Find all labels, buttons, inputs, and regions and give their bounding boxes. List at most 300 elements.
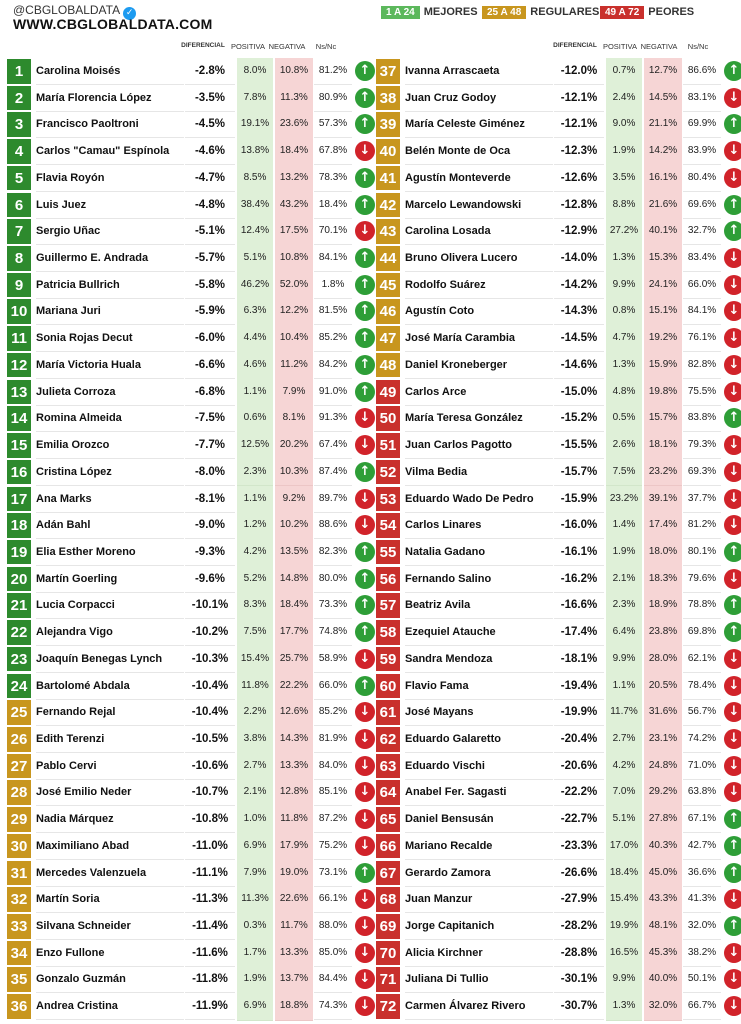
negativa-value: 19.8% [644,379,682,407]
negativa-value: 23.1% [644,726,682,754]
diferencial-value: -12.6% [554,165,604,192]
positiva-value: 27.2% [606,218,642,246]
positiva-value: 8.3% [237,592,273,620]
table-row [376,673,738,700]
arrow-up-icon: ↑ [355,275,375,295]
diferencial-value: -19.4% [554,673,604,700]
candidate-name: Gerardo Zamora [405,860,553,887]
positiva-value: 2.4% [606,85,642,113]
rank-badge: 69 [376,914,400,939]
table-row [376,486,738,513]
rank-badge: 23 [7,647,31,672]
table-row [376,619,738,646]
positiva-value: 19.1% [237,111,273,139]
diferencial-value: -14.3% [554,298,604,325]
nsnc-value: 32.0% [683,913,721,940]
nsnc-value: 83.1% [683,85,721,112]
arrow-down-icon: ↓ [355,408,375,428]
arrow-up-icon: ↑ [355,542,375,562]
negativa-value: 21.6% [644,192,682,220]
table-row [7,726,369,753]
table-row [7,566,369,593]
legend-mejores-label: MEJORES [423,6,478,18]
nsnc-value: 69.6% [683,192,721,219]
positiva-value: 8.0% [237,58,273,86]
diferencial-value: -28.2% [554,913,604,940]
arrow-up-icon: ↑ [724,863,741,883]
candidate-name: María Teresa González [405,405,553,432]
arrow-up-icon: ↑ [355,622,375,642]
candidate-name: Lucia Corpacci [36,592,184,619]
candidate-name: Mariano Recalde [405,833,553,860]
rank-badge: 56 [376,567,400,592]
rank-badge: 29 [7,807,31,832]
positiva-value: 0.7% [606,58,642,86]
arrow-down-icon: ↓ [724,756,741,776]
positiva-value: 1.9% [237,966,273,994]
positiva-value: 1.9% [606,138,642,166]
table-row [7,218,369,245]
nsnc-value: 84.2% [314,352,352,379]
negativa-value: 18.0% [644,539,682,567]
positiva-value: 3.5% [606,165,642,193]
legend-peores-range: 49 A 72 [600,6,644,19]
legend-regulares-label: REGULARES [530,6,600,18]
nsnc-value: 88.0% [314,913,352,940]
nsnc-value: 84.0% [314,753,352,780]
table-row [7,486,369,513]
table-row [7,913,369,940]
table-row [376,833,738,860]
negativa-value: 18.8% [275,993,313,1021]
positiva-value: 46.2% [237,272,273,300]
diferencial-value: -10.4% [185,673,235,700]
positiva-value: 2.1% [606,566,642,594]
arrow-down-icon: ↓ [724,168,741,188]
diferencial-value: -11.9% [185,993,235,1020]
arrow-up-icon: ↑ [724,195,741,215]
rank-badge: 16 [7,460,31,485]
diferencial-value: -11.0% [185,833,235,860]
arrow-down-icon: ↓ [355,729,375,749]
diferencial-value: -6.6% [185,352,235,379]
table-row [7,165,369,192]
negativa-value: 20.5% [644,673,682,701]
positiva-value: 3.8% [237,726,273,754]
rank-badge: 61 [376,700,400,725]
table-row [7,806,369,833]
website-url[interactable]: WWW.CBGLOBALDATA.COM [13,16,213,32]
col-header-negativa: NEGATIVA [268,42,306,51]
nsnc-value: 66.0% [683,272,721,299]
positiva-value: 6.9% [237,993,273,1021]
nsnc-value: 74.3% [314,993,352,1020]
diferencial-value: -7.5% [185,405,235,432]
diferencial-value: -6.0% [185,325,235,352]
positiva-value: 6.3% [237,298,273,326]
table-row [376,779,738,806]
candidate-name: Agustín Coto [405,298,553,325]
table-row [7,673,369,700]
rank-badge: 37 [376,59,400,84]
table-row [376,459,738,486]
arrow-down-icon: ↓ [724,275,741,295]
arrow-up-icon: ↑ [355,195,375,215]
arrow-up-icon: ↑ [355,301,375,321]
twitter-handle[interactable]: @CBGLOBALDATA ✓ [13,3,136,20]
arrow-down-icon: ↓ [724,729,741,749]
positiva-value: 2.7% [237,753,273,781]
rank-badge: 19 [7,540,31,565]
nsnc-value: 81.5% [314,298,352,325]
diferencial-value: -8.0% [185,459,235,486]
negativa-value: 18.9% [644,592,682,620]
nsnc-value: 36.6% [683,860,721,887]
candidate-name: Carolina Losada [405,218,553,245]
diferencial-value: -4.6% [185,138,235,165]
negativa-value: 29.2% [644,779,682,807]
rank-badge: 51 [376,433,400,458]
rank-badge: 32 [7,887,31,912]
rank-badge: 1 [7,59,31,84]
negativa-value: 9.2% [275,486,313,514]
rank-badge: 5 [7,166,31,191]
rank-badge: 30 [7,834,31,859]
arrow-up-icon: ↑ [724,916,741,936]
arrow-up-icon: ↑ [724,114,741,134]
negativa-value: 15.1% [644,298,682,326]
positiva-value: 4.4% [237,325,273,353]
rank-badge: 64 [376,780,400,805]
nsnc-value: 82.3% [314,539,352,566]
rank-badge: 49 [376,380,400,405]
negativa-value: 27.8% [644,806,682,834]
arrow-up-icon: ↑ [355,88,375,108]
positiva-value: 5.2% [237,566,273,594]
negativa-value: 13.7% [275,966,313,994]
rank-badge: 57 [376,593,400,618]
rank-badge: 15 [7,433,31,458]
table-row [376,753,738,780]
candidate-name: Sergio Uñac [36,218,184,245]
rank-badge: 10 [7,299,31,324]
nsnc-value: 84.4% [314,966,352,993]
nsnc-value: 42.7% [683,833,721,860]
negativa-value: 15.7% [644,405,682,433]
nsnc-value: 78.3% [314,165,352,192]
candidate-name: Pablo Cervi [36,753,184,780]
diferencial-value: -22.2% [554,779,604,806]
negativa-value: 10.8% [275,245,313,273]
candidate-name: Andrea Cristina [36,993,184,1020]
negativa-value: 12.6% [275,699,313,727]
table-row [7,85,369,112]
rank-badge: 52 [376,460,400,485]
table-row [376,352,738,379]
rank-badge: 60 [376,674,400,699]
positiva-value: 0.3% [237,913,273,941]
negativa-value: 19.0% [275,860,313,888]
candidate-name: María Victoria Huala [36,352,184,379]
diferencial-value: -9.6% [185,566,235,593]
candidate-name: Martín Soria [36,886,184,913]
col-header-negativa-right: NEGATIVA [640,42,678,51]
table-row [376,726,738,753]
table-row [376,379,738,406]
candidate-name: Mariana Juri [36,298,184,325]
candidate-name: Elia Esther Moreno [36,539,184,566]
diferencial-value: -18.1% [554,646,604,673]
arrow-up-icon: ↑ [355,248,375,268]
diferencial-value: -11.1% [185,860,235,887]
positiva-value: 1.1% [606,673,642,701]
legend-mejores [381,4,478,20]
candidate-name: Rodolfo Suárez [405,272,553,299]
candidate-name: Ezequiel Atauche [405,619,553,646]
candidate-name: Bruno Olivera Lucero [405,245,553,272]
arrow-down-icon: ↓ [724,569,741,589]
negativa-value: 11.2% [275,352,313,380]
arrow-down-icon: ↓ [355,809,375,829]
negativa-value: 40.1% [644,218,682,246]
diferencial-value: -5.9% [185,298,235,325]
negativa-value: 25.7% [275,646,313,674]
negativa-value: 7.9% [275,379,313,407]
nsnc-value: 66.0% [314,673,352,700]
arrow-down-icon: ↓ [724,943,741,963]
positiva-value: 1.7% [237,940,273,968]
arrow-down-icon: ↓ [724,889,741,909]
table-row [376,512,738,539]
arrow-down-icon: ↓ [724,782,741,802]
diferencial-value: -15.0% [554,379,604,406]
positiva-value: 1.3% [606,993,642,1021]
rank-badge: 33 [7,914,31,939]
rank-badge: 70 [376,941,400,966]
negativa-value: 14.3% [275,726,313,754]
negativa-value: 17.5% [275,218,313,246]
negativa-value: 31.6% [644,699,682,727]
table-row [7,753,369,780]
candidate-name: Bartolomé Abdala [36,673,184,700]
nsnc-value: 58.9% [314,646,352,673]
rank-badge: 20 [7,567,31,592]
arrow-down-icon: ↓ [355,649,375,669]
positiva-value: 16.5% [606,940,642,968]
diferencial-value: -14.2% [554,272,604,299]
candidate-name: Patricia Bullrich [36,272,184,299]
negativa-value: 15.3% [644,245,682,273]
positiva-value: 7.5% [237,619,273,647]
positiva-value: 2.7% [606,726,642,754]
rank-badge: 72 [376,994,400,1019]
candidate-name: Daniel Bensusán [405,806,553,833]
positiva-value: 11.8% [237,673,273,701]
nsnc-value: 38.2% [683,940,721,967]
table-row [376,699,738,726]
rank-badge: 43 [376,219,400,244]
candidate-name: María Celeste Giménez [405,111,553,138]
negativa-value: 20.2% [275,432,313,460]
diferencial-value: -7.7% [185,432,235,459]
nsnc-value: 69.3% [683,459,721,486]
candidate-name: Martín Goerling [36,566,184,593]
negativa-value: 14.8% [275,566,313,594]
negativa-value: 13.5% [275,539,313,567]
candidate-name: Mercedes Valenzuela [36,860,184,887]
arrow-down-icon: ↓ [724,489,741,509]
rank-badge: 4 [7,139,31,164]
negativa-value: 12.2% [275,298,313,326]
candidate-name: Eduardo Galaretto [405,726,553,753]
rank-badge: 12 [7,353,31,378]
nsnc-value: 63.8% [683,779,721,806]
col-header-positiva-right: POSITIVA [602,42,638,51]
diferencial-value: -17.4% [554,619,604,646]
diferencial-value: -16.0% [554,512,604,539]
negativa-value: 32.0% [644,993,682,1021]
positiva-value: 4.2% [237,539,273,567]
table-row [7,325,369,352]
table-row [7,352,369,379]
negativa-value: 12.8% [275,779,313,807]
positiva-value: 1.1% [237,379,273,407]
rank-badge: 67 [376,861,400,886]
table-row [7,405,369,432]
positiva-value: 2.3% [237,459,273,487]
nsnc-value: 18.4% [314,192,352,219]
arrow-down-icon: ↓ [724,141,741,161]
candidate-name: Romina Almeida [36,405,184,432]
diferencial-value: -9.3% [185,539,235,566]
table-row [7,432,369,459]
candidate-name: Guillermo E. Andrada [36,245,184,272]
positiva-value: 12.5% [237,432,273,460]
nsnc-value: 80.4% [683,165,721,192]
diferencial-value: -28.8% [554,940,604,967]
positiva-value: 4.7% [606,325,642,353]
positiva-value: 17.0% [606,833,642,861]
table-row [376,860,738,887]
rank-badge: 36 [7,994,31,1019]
arrow-up-icon: ↑ [724,61,741,81]
positiva-value: 5.1% [237,245,273,273]
legend-mejores-range: 1 A 24 [381,6,420,19]
positiva-value: 9.9% [606,646,642,674]
rank-badge: 21 [7,593,31,618]
positiva-value: 13.8% [237,138,273,166]
arrow-down-icon: ↓ [355,916,375,936]
rank-badge: 28 [7,780,31,805]
candidate-name: Eduardo Wado De Pedro [405,486,553,513]
arrow-down-icon: ↓ [355,515,375,535]
rank-badge: 6 [7,193,31,218]
nsnc-value: 1.8% [314,272,352,299]
nsnc-value: 91.3% [314,405,352,432]
table-row [7,138,369,165]
rank-badge: 26 [7,727,31,752]
arrow-up-icon: ↑ [724,595,741,615]
candidate-name: José Emilio Neder [36,779,184,806]
nsnc-value: 89.7% [314,486,352,513]
nsnc-value: 75.5% [683,379,721,406]
arrow-down-icon: ↓ [355,702,375,722]
diferencial-value: -10.1% [185,592,235,619]
diferencial-value: -16.6% [554,592,604,619]
rank-badge: 53 [376,487,400,512]
negativa-value: 22.6% [275,886,313,914]
col-header-diferencial: DIFERENCIAL [181,42,225,49]
table-row [7,245,369,272]
table-row [7,539,369,566]
diferencial-value: -4.5% [185,111,235,138]
nsnc-value: 78.4% [683,673,721,700]
diferencial-value: -23.3% [554,833,604,860]
candidate-name: Alejandra Vigo [36,619,184,646]
negativa-value: 17.4% [644,512,682,540]
arrow-down-icon: ↓ [724,969,741,989]
arrow-up-icon: ↑ [724,408,741,428]
candidate-name: Carlos Arce [405,379,553,406]
diferencial-value: -4.8% [185,192,235,219]
table-row [376,940,738,967]
rank-badge: 17 [7,487,31,512]
table-row [7,298,369,325]
rank-badge: 71 [376,967,400,992]
header [0,0,741,58]
diferencial-value: -11.4% [185,913,235,940]
diferencial-value: -12.3% [554,138,604,165]
nsnc-value: 86.6% [683,58,721,85]
diferencial-value: -27.9% [554,886,604,913]
table-row [7,192,369,219]
diferencial-value: -3.5% [185,85,235,112]
positiva-value: 6.9% [237,833,273,861]
positiva-value: 15.4% [237,646,273,674]
candidate-name: Agustín Monteverde [405,165,553,192]
table-row [376,218,738,245]
negativa-value: 14.2% [644,138,682,166]
candidate-name: Adán Bahl [36,512,184,539]
candidate-name: Sonia Rojas Decut [36,325,184,352]
negativa-value: 11.7% [275,913,313,941]
arrow-up-icon: ↑ [355,595,375,615]
rank-badge: 45 [376,273,400,298]
positiva-value: 11.7% [606,699,642,727]
arrow-down-icon: ↓ [724,248,741,268]
positiva-value: 6.4% [606,619,642,647]
candidate-name: Jorge Capitanich [405,913,553,940]
table-row [7,993,369,1020]
diferencial-value: -11.6% [185,940,235,967]
table-row [376,913,738,940]
negativa-value: 48.1% [644,913,682,941]
rank-badge: 18 [7,513,31,538]
negativa-value: 39.1% [644,486,682,514]
positiva-value: 8.8% [606,192,642,220]
table-row [7,619,369,646]
candidate-name: Ana Marks [36,486,184,513]
arrow-up-icon: ↑ [355,462,375,482]
candidate-name: Juliana Di Tullio [405,966,553,993]
positiva-value: 38.4% [237,192,273,220]
nsnc-value: 84.1% [683,298,721,325]
negativa-value: 43.2% [275,192,313,220]
positiva-value: 4.8% [606,379,642,407]
diferencial-value: -15.5% [554,432,604,459]
arrow-down-icon: ↓ [724,382,741,402]
table-row [376,566,738,593]
